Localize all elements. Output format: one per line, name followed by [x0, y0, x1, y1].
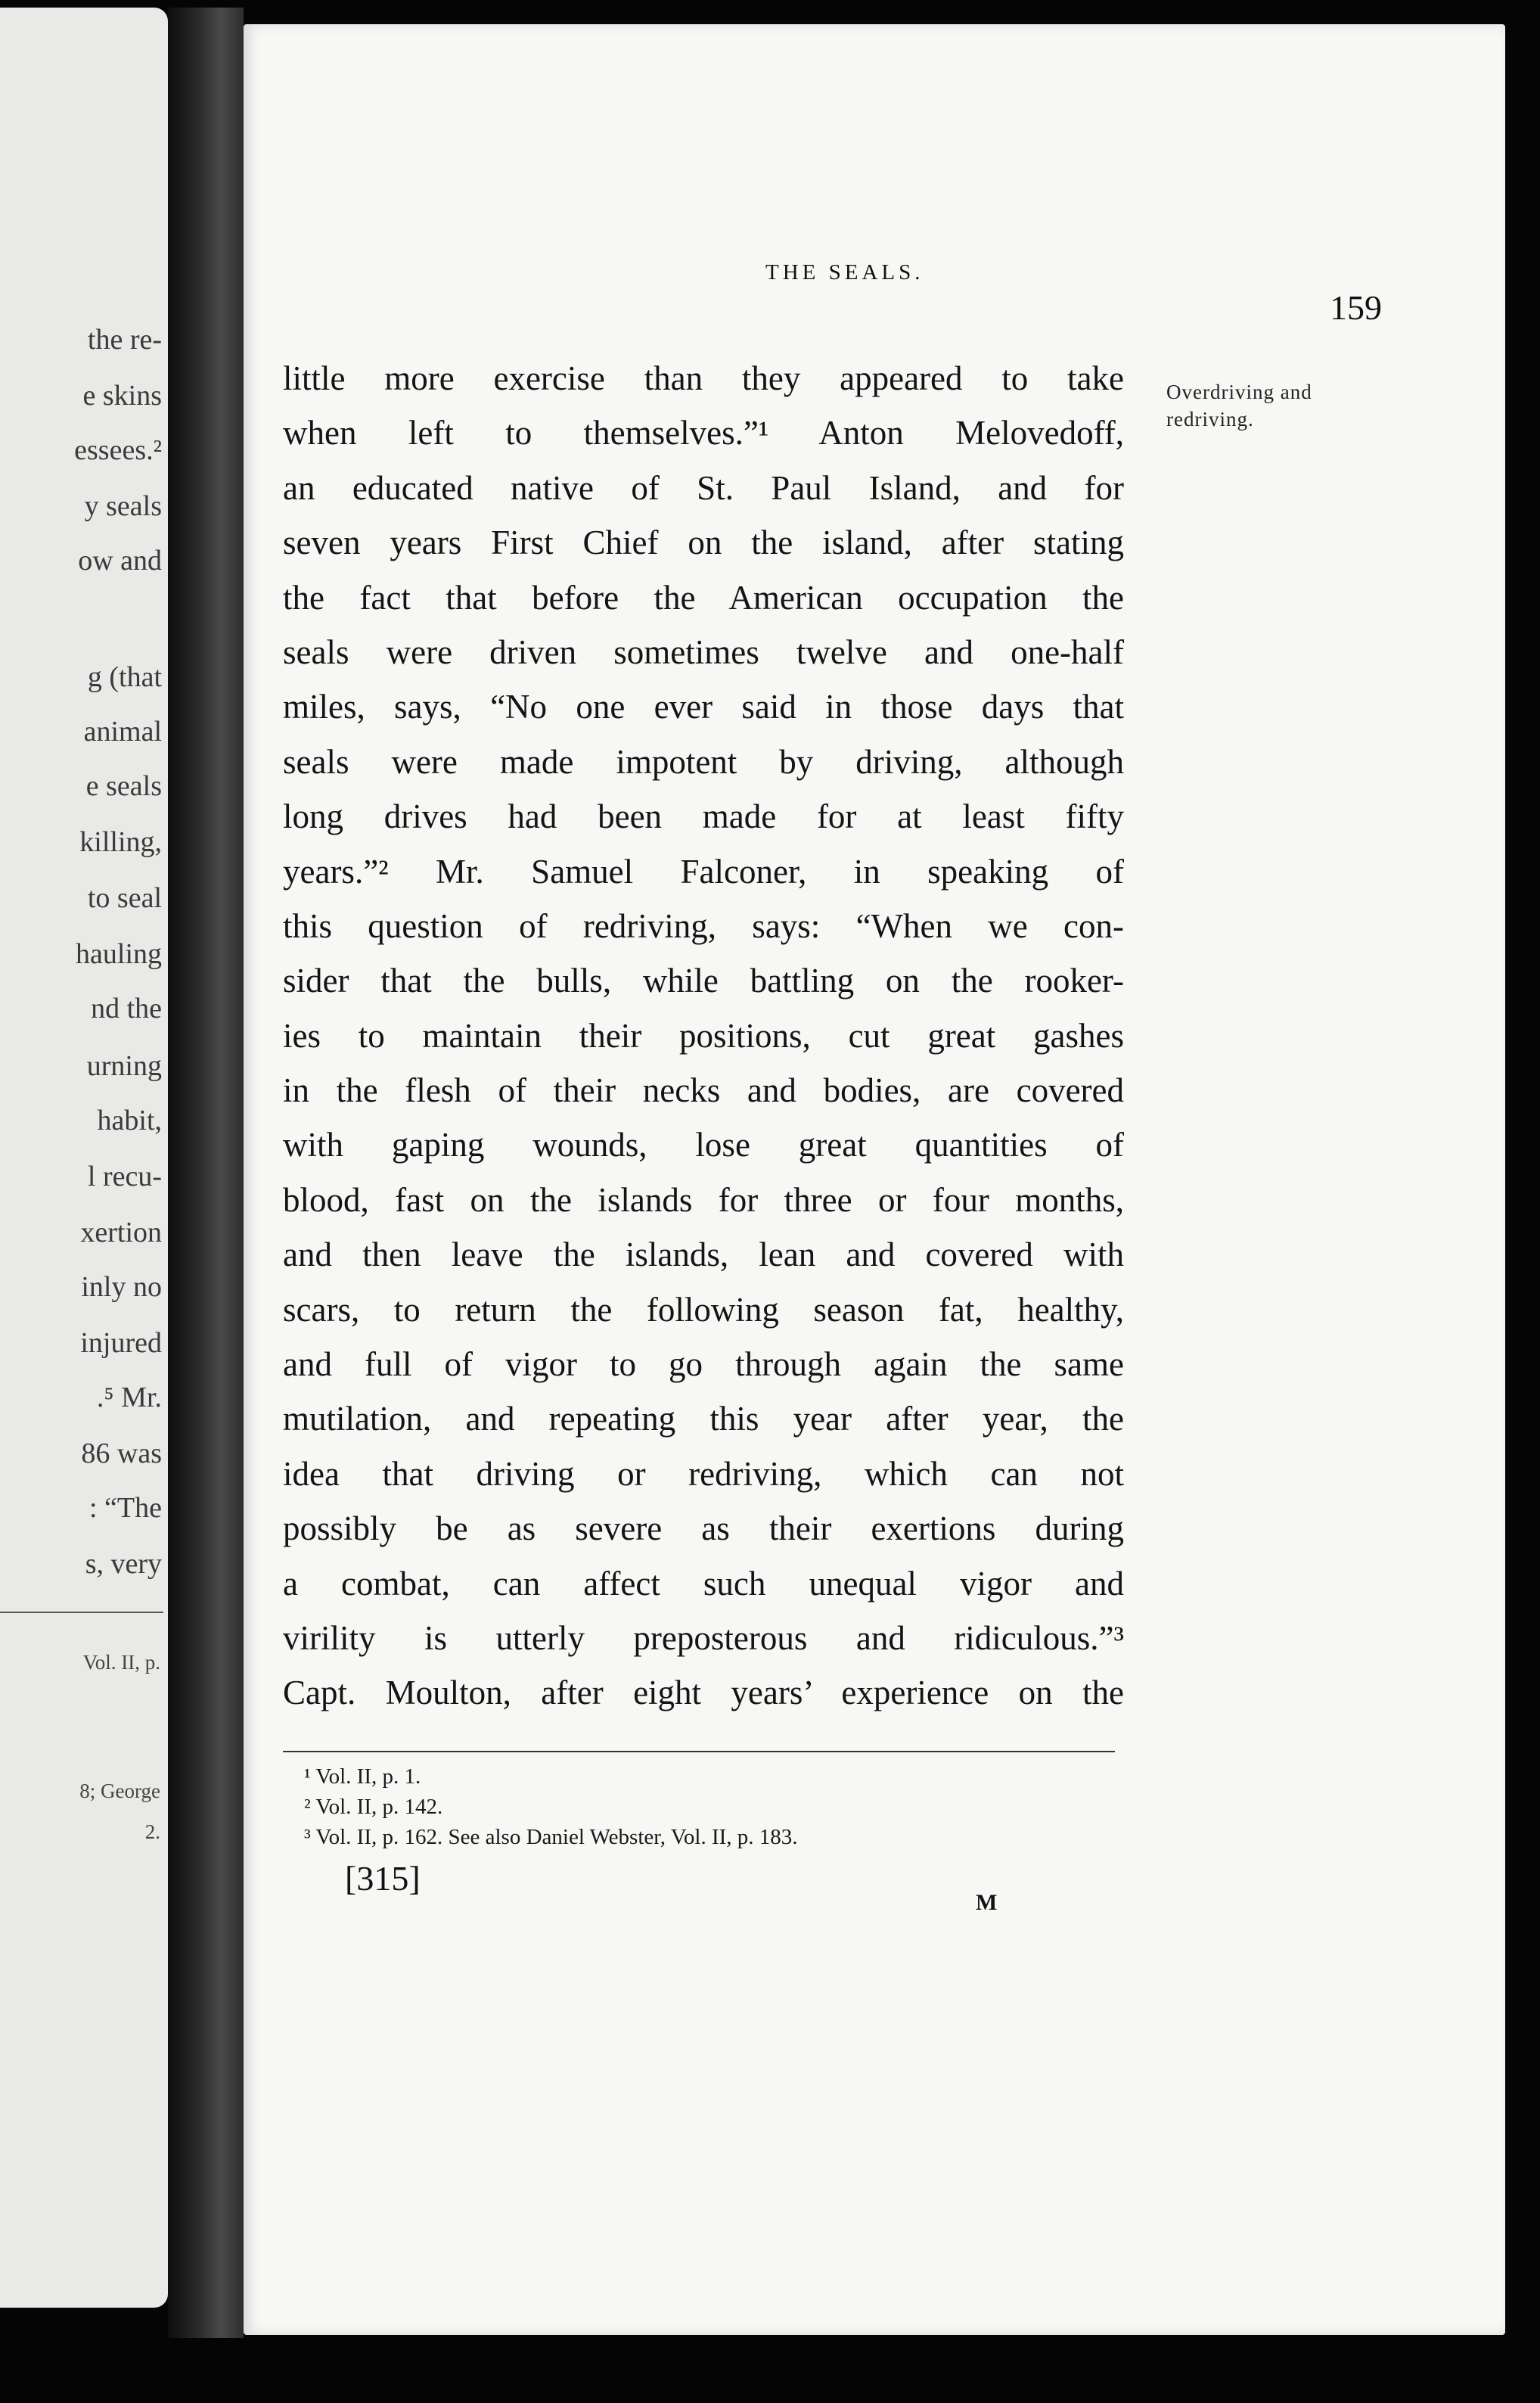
body-line: miles, says, “No one ever said in those days that — [283, 688, 1124, 726]
body-line: idea that driving or redriving, which can not — [283, 1454, 1124, 1493]
facing-page-line: e seals — [85, 770, 162, 802]
facing-page-line: g (that — [87, 661, 162, 693]
facing-page-line: hauling — [76, 938, 162, 970]
body-line: possibly be as severe as their exertions during — [283, 1509, 1124, 1548]
body-line: the fact that before the American occupation the — [283, 578, 1124, 617]
body-line: when left to themselves.”¹ Anton Melovedoff, — [283, 414, 1124, 452]
body-line: scars, to return the following season fat, healthy, — [283, 1290, 1124, 1329]
body-line: in the flesh of their necks and bodies, are covered — [283, 1071, 1124, 1110]
footnote: ² Vol. II, p. 142. — [304, 1795, 443, 1819]
page-number: 159 — [1330, 288, 1382, 327]
body-line: blood, fast on the islands for three or four months, — [283, 1180, 1124, 1219]
footnote-rule — [283, 1751, 1115, 1752]
margin-note-line: Overdriving and — [1166, 381, 1312, 403]
body-line: Capt. Moulton, after eight years’ experience on the — [283, 1674, 1124, 1712]
body-line: virility is utterly preposterous and ridiculous.”³ — [283, 1618, 1124, 1657]
facing-page-note: 2. — [144, 1820, 160, 1843]
facing-page-line: to seal — [87, 882, 162, 914]
footnote: ³ Vol. II, p. 162. See also Daniel Webster, Vol. II, p. 183. — [304, 1825, 798, 1849]
body-line: seven years First Chief on the island, after stating — [283, 524, 1124, 562]
body-line: years.”² Mr. Samuel Falconer, in speaking of — [283, 852, 1124, 891]
facing-page-line: y seals — [84, 490, 162, 522]
facing-page-line: injured — [80, 1327, 162, 1359]
facing-page-line: animal — [83, 716, 162, 748]
facing-page-line: s, very — [85, 1548, 162, 1580]
facing-page-line: .⁵ Mr. — [96, 1382, 162, 1413]
facing-page-line: the re- — [87, 324, 162, 356]
facing-page-line: : “The — [88, 1492, 162, 1524]
body-line: seals were driven sometimes twelve and one-half — [283, 633, 1124, 671]
book-page — [244, 24, 1505, 2335]
facing-page-line: inly no — [81, 1271, 162, 1303]
facing-page-line: essees.² — [74, 434, 162, 466]
body-line: this question of redriving, says: “When we con- — [283, 906, 1124, 945]
body-line: and then leave the islands, lean and covered with — [283, 1236, 1124, 1274]
facing-page-line: urning — [86, 1050, 162, 1082]
facing-page-line: e skins — [82, 380, 162, 412]
margin-note — [1166, 378, 1424, 433]
body-line: sider that the bulls, while battling on the rooker- — [283, 962, 1124, 1000]
signature-number: [315] — [345, 1859, 421, 1898]
facing-page-line: l recu- — [87, 1161, 162, 1192]
facing-page-line: killing, — [79, 826, 162, 858]
signature-mark: M — [976, 1890, 998, 1915]
body-line: seals were made impotent by driving, although — [283, 742, 1124, 781]
facing-page-line: 86 was — [81, 1438, 162, 1469]
body-line: with gaping wounds, lose great quantities of — [283, 1126, 1124, 1164]
footnotes — [304, 1761, 1136, 1852]
body-line: and full of vigor to go through again the same — [283, 1345, 1124, 1384]
body-line: a combat, can affect such unequal vigor and — [283, 1564, 1124, 1603]
running-head: THE SEALS. — [765, 260, 924, 284]
facing-page-line: ow and — [78, 545, 162, 577]
facing-page-rule — [0, 1612, 163, 1613]
facing-page-note: Vol. II, p. — [82, 1651, 160, 1674]
body-text — [283, 351, 1124, 1721]
body-line: mutilation, and repeating this year after year, the — [283, 1400, 1124, 1438]
body-line: ies to maintain their positions, cut great gashes — [283, 1016, 1124, 1055]
body-line: long drives had been made for at least fifty — [283, 797, 1124, 836]
facing-page-line: habit, — [97, 1105, 162, 1136]
body-line: little more exercise than they appeared to take — [283, 359, 1124, 397]
facing-page-note: 8; George — [79, 1780, 160, 1802]
book-gutter — [168, 8, 244, 2338]
facing-page-line: nd the — [91, 993, 162, 1024]
body-line: an educated native of St. Paul Island, and for — [283, 468, 1124, 507]
footnote: ¹ Vol. II, p. 1. — [304, 1764, 421, 1789]
margin-note-line: redriving. — [1166, 408, 1254, 431]
facing-page-line: xertion — [80, 1217, 162, 1248]
facing-page — [0, 8, 168, 2308]
